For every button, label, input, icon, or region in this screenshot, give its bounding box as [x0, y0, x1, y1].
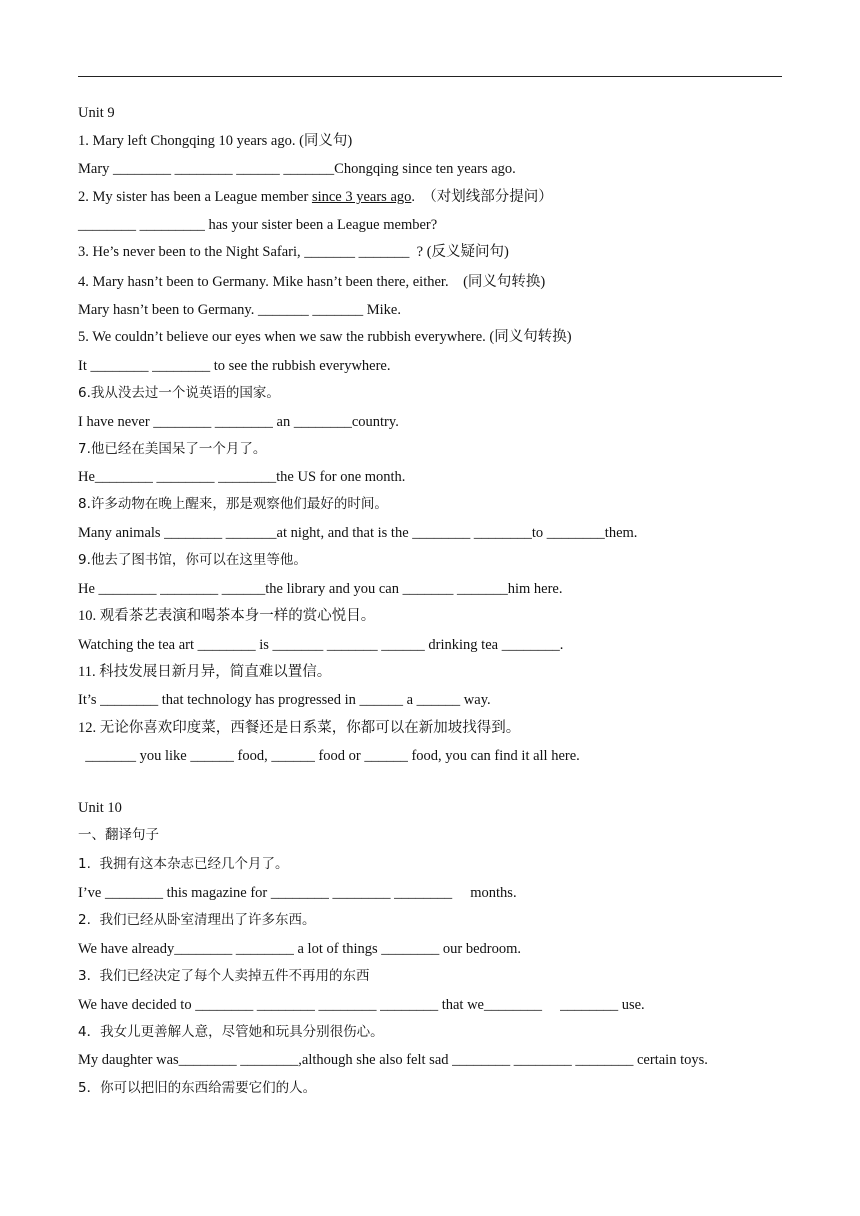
u10-answer-line-2: We have already________ ________ a lot of things ________ our bedroom. [78, 941, 522, 957]
header-rule [78, 76, 782, 77]
u10-question-5: 5．你可以把旧的东西给需要它们的人。 [78, 1080, 317, 1096]
answer-line-7: He________ ________ ________the US for one month. [78, 469, 406, 485]
question-8: 8.许多动物在晚上醒来，那是观察他们最好的时间。 [78, 496, 388, 512]
answer-line-6: I have never ________ ________ an ________country. [78, 414, 399, 430]
unit-9-title: Unit 9 [78, 105, 115, 121]
answer-line-2: ________ _________ has your sister been a League member? [78, 217, 438, 233]
section-heading: 一、翻译句子 [78, 827, 159, 843]
answer-line-10: Watching the tea art ________ is _______ _______ ______ drinking tea ________. [78, 637, 564, 653]
question-2-instruction: . （对划线部分提问） [411, 189, 553, 205]
underlined-phrase: since 3 years ago [311, 189, 412, 205]
question-7: 7.他已经在美国呆了一个月了。 [78, 441, 267, 457]
question-11: 11. 科技发展日新月异，简直难以置信。 [78, 664, 332, 680]
question-12: 12. 无论你喜欢印度菜，西餐还是日系菜，你都可以在新加坡找得到。 [78, 720, 521, 736]
u10-answer-line-1: I’ve ________ this magazine for ________ ________ ________ months. [78, 885, 517, 901]
answer-line-8: Many animals ________ _______at night, and that is the ________ ________to ________them. [78, 525, 638, 541]
question-2-text: 2. My sister has been a League member [78, 189, 312, 205]
question-1: 1. Mary left Chongqing 10 years ago. (同义句) [78, 133, 353, 149]
question-4: 4. Mary hasn’t been to Germany. Mike hasn’t been there, either. (同义句转换) [78, 274, 546, 290]
answer-line-12: _______ you like ______ food, ______ food or ______ food, you can find it all here. [78, 748, 580, 764]
question-9: 9.他去了图书馆，你可以在这里等他。 [78, 552, 307, 568]
answer-line-1: Mary ________ ________ ______ _______Chongqing since ten years ago. [78, 161, 516, 177]
question-2 [78, 188, 553, 206]
u10-question-3: 3. 我们已经决定了每个人卖掉五件不再用的东西 [78, 968, 370, 984]
question-5: 5. We couldn’t believe our eyes when we saw the rubbish everywhere. (同义句转换) [78, 329, 572, 345]
answer-line-4: Mary hasn’t been to Germany. _______ _______ Mike. [78, 302, 401, 318]
answer-line-11: It’s ________ that technology has progressed in ______ a ______ way. [78, 692, 491, 708]
unit-10-title: Unit 10 [78, 800, 122, 816]
answer-line-5: It ________ ________ to see the rubbish everywhere. [78, 358, 391, 374]
answer-line-9: He ________ ________ ______the library and you can _______ _______him here. [78, 581, 563, 597]
u10-question-1: 1. 我拥有这本杂志已经几个月了。 [78, 856, 289, 872]
u10-answer-line-4: My daughter was________ ________,although she also felt sad ________ ________ ________ certain toys. [78, 1052, 708, 1068]
question-10: 10. 观看茶艺表演和喝茶本身一样的赏心悦目。 [78, 608, 376, 624]
u10-question-4: 4．我女儿更善解人意，尽管她和玩具分别很伤心。 [78, 1024, 384, 1040]
question-6: 6.我从没去过一个说英语的国家。 [78, 385, 280, 401]
question-3: 3. He’s never been to the Night Safari, _______ _______ ? (反义疑问句) [78, 244, 509, 260]
u10-answer-line-3: We have decided to ________ ________ ________ ________ that we________ ________ use. [78, 997, 645, 1013]
u10-question-2: 2. 我们已经从卧室清理出了许多东西。 [78, 912, 316, 928]
